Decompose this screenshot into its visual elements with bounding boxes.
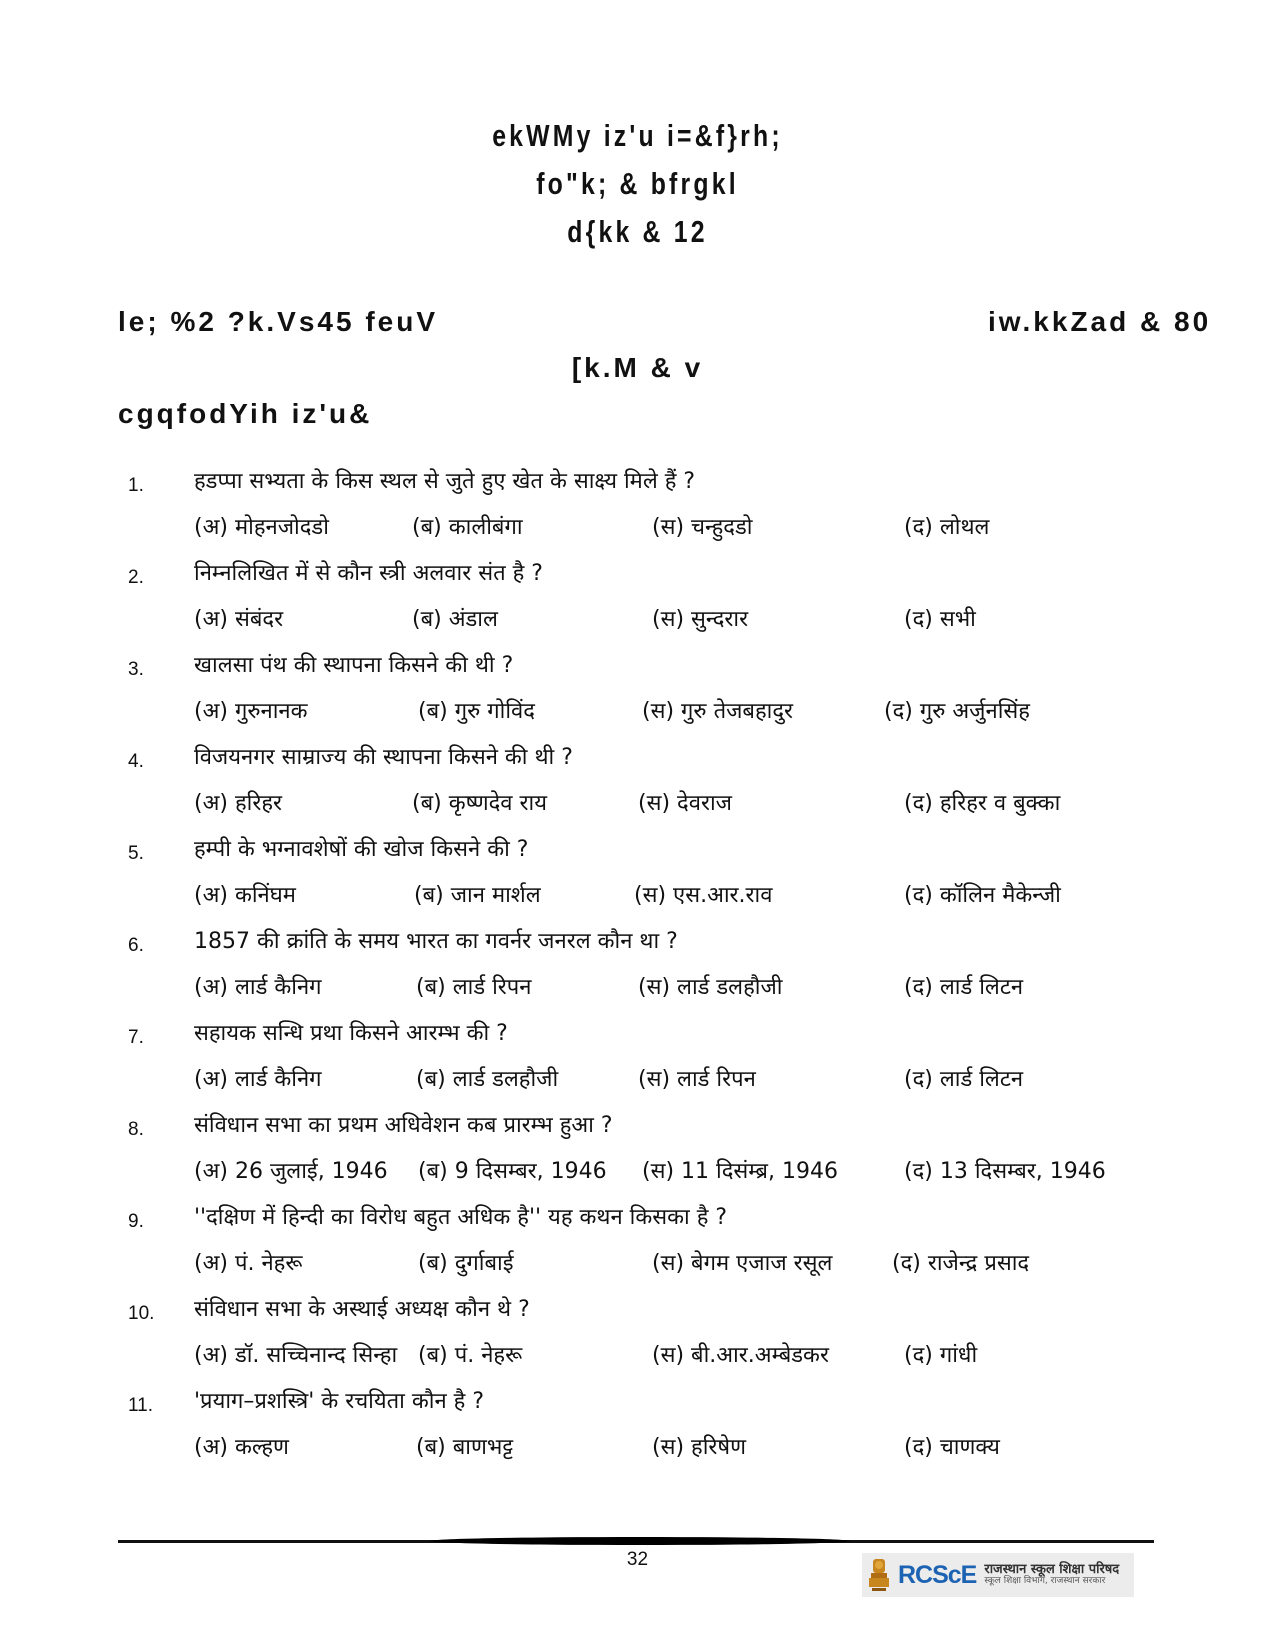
option-b: (ब) पं. नेहरू [418,1343,523,1368]
question-text: 1857 की क्रांति के समय भारत का गवर्नर जनरल कौन था ? [194,929,678,954]
question-number: 8. [128,1119,144,1140]
option-c: (स) लार्ड डलहौजी [638,975,783,1000]
option-a: (अ) लार्ड कैनिग [194,1067,322,1092]
question-item [0,1201,1275,1293]
question-item [0,925,1275,1017]
option-d: (द) लार्ड लिटन [904,1067,1024,1092]
option-a: (अ) 26 जुलाई, 1946 [194,1159,388,1184]
rcsce-logo [862,1553,1134,1597]
option-d: (द) 13 दिसम्बर, 1946 [904,1159,1106,1184]
question-number: 7. [128,1027,144,1048]
option-c: (स) हरिषेण [652,1435,747,1460]
page-number: 32 [626,1549,649,1570]
option-d: (द) सभी [904,607,976,632]
question-item [0,1293,1275,1385]
option-a: (अ) हरिहर [194,791,283,816]
option-a: (अ) कनिंघम [194,883,296,908]
logo-org-name: राजस्थान स्कूल शिक्षा परिषद [984,1562,1120,1578]
question-item [0,649,1275,741]
question-number: 9. [128,1211,144,1232]
question-text: खालसा पंथ की स्थापना किसने की थी ? [194,653,514,678]
option-a: (अ) संबंदर [194,607,284,632]
question-text: संविधान सभा के अस्थाई अध्यक्ष कौन थे ? [194,1297,530,1322]
option-d: (द) गांधी [904,1343,978,1368]
max-marks-label: iw.kkZad & 80 [988,306,1212,337]
question-item [0,1017,1275,1109]
question-number: 5. [128,843,144,864]
option-d: (द) राजेन्द्र प्रसाद [892,1251,1030,1276]
option-d: (द) हरिहर व बुक्का [904,791,1061,816]
question-number: 10. [128,1303,155,1324]
question-number: 4. [128,751,144,772]
option-d: (द) गुरु अर्जुनसिंह [884,699,1030,724]
question-number: 3. [128,659,144,680]
question-item [0,1109,1275,1201]
option-b: (ब) कृष्णदेव राय [412,791,547,816]
option-b: (ब) अंडाल [412,607,498,632]
logo-dept-name: स्कूल शिक्षा विभाग, राजस्थान सरकार [984,1576,1106,1587]
national-emblem-icon [866,1555,892,1595]
option-b: (ब) दुर्गाबाई [418,1251,514,1276]
time-label: le; %2 ?k.Vs45 feuV [118,306,439,337]
option-c: (स) बी.आर.अम्बेडकर [652,1343,829,1368]
question-list [0,465,1275,1477]
option-d: (द) लोथल [904,515,990,540]
option-a: (अ) डॉ. सच्चिनान्द सिन्हा [194,1343,398,1368]
question-number: 2. [128,567,144,588]
option-c: (स) चन्हुदडो [652,515,753,540]
question-text: संविधान सभा का प्रथम अधिवेशन कब प्रारम्भ हुआ ? [194,1113,613,1138]
option-b: (ब) बाणभट्ट [416,1435,514,1460]
option-d: (द) कॉलिन मैकेन्जी [904,883,1061,908]
question-text: निम्नलिखित में से कौन स्त्री अलवार संत है ? [194,561,543,586]
option-c: (स) गुरु तेजबहादुर [642,699,794,724]
question-text: हम्पी के भग्नावशेषों की खोज किसने की ? [194,837,529,862]
option-a: (अ) कल्हण [194,1435,289,1460]
class-title: d{kk & 12 [567,214,708,249]
section-subtitle: cgqfodYih iz'u& [118,398,373,429]
option-c: (स) देवराज [638,791,732,816]
option-b: (ब) लार्ड रिपन [416,975,532,1000]
logo-mark: RCScE [898,1560,977,1589]
paper-title: ekWMy iz'u i=&f}rh; [492,118,783,153]
question-item [0,741,1275,833]
option-d: (द) लार्ड लिटन [904,975,1024,1000]
question-text: सहायक सन्धि प्रथा किसने आरम्भ की ? [194,1021,508,1046]
question-text: 'प्रयाग–प्रशस्त्रि' के रचयिता कौन है ? [194,1389,485,1414]
question-item [0,1385,1275,1477]
question-number: 1. [128,475,144,496]
option-b: (ब) गुरु गोविंद [418,699,535,724]
option-b: (ब) कालीबंगा [412,515,523,540]
option-c: (स) 11 दिसंम्ब्र, 1946 [642,1159,838,1184]
logo-text [984,1563,1119,1586]
option-d: (द) चाणक्य [904,1435,1000,1460]
option-b: (ब) लार्ड डलहौजी [416,1067,559,1092]
question-text: हडप्पा सभ्यता के किस स्थल से जुते हुए खेत के साक्ष्य मिले हैं ? [194,469,696,494]
option-b: (ब) जान मार्शल [414,883,541,908]
option-c: (स) सुन्दरार [652,607,749,632]
option-c: (स) लार्ड रिपन [638,1067,756,1092]
option-c: (स) बेगम एजाज रसूल [652,1251,833,1276]
question-number: 6. [128,935,144,956]
option-a: (अ) मोहनजोदडो [194,515,329,540]
option-a: (अ) गुरुनानक [194,699,308,724]
subject-title: fo"k; & bfrgkl [536,166,739,201]
question-text: ''दक्षिण में हिन्दी का विरोध बहुत अधिक है'' यह कथन किसका है ? [194,1205,728,1230]
question-number: 11. [128,1395,154,1416]
question-text: विजयनगर साम्राज्य की स्थापना किसने की थी ? [194,745,573,770]
section-heading: [k.M & v [571,352,704,383]
question-item [0,833,1275,925]
option-b: (ब) 9 दिसम्बर, 1946 [418,1159,607,1184]
question-item [0,465,1275,557]
footer-divider-accent [430,1537,850,1545]
option-c: (स) एस.आर.राव [634,883,773,908]
question-item [0,557,1275,649]
option-a: (अ) लार्ड कैनिग [194,975,322,1000]
option-a: (अ) पं. नेहरू [194,1251,303,1276]
